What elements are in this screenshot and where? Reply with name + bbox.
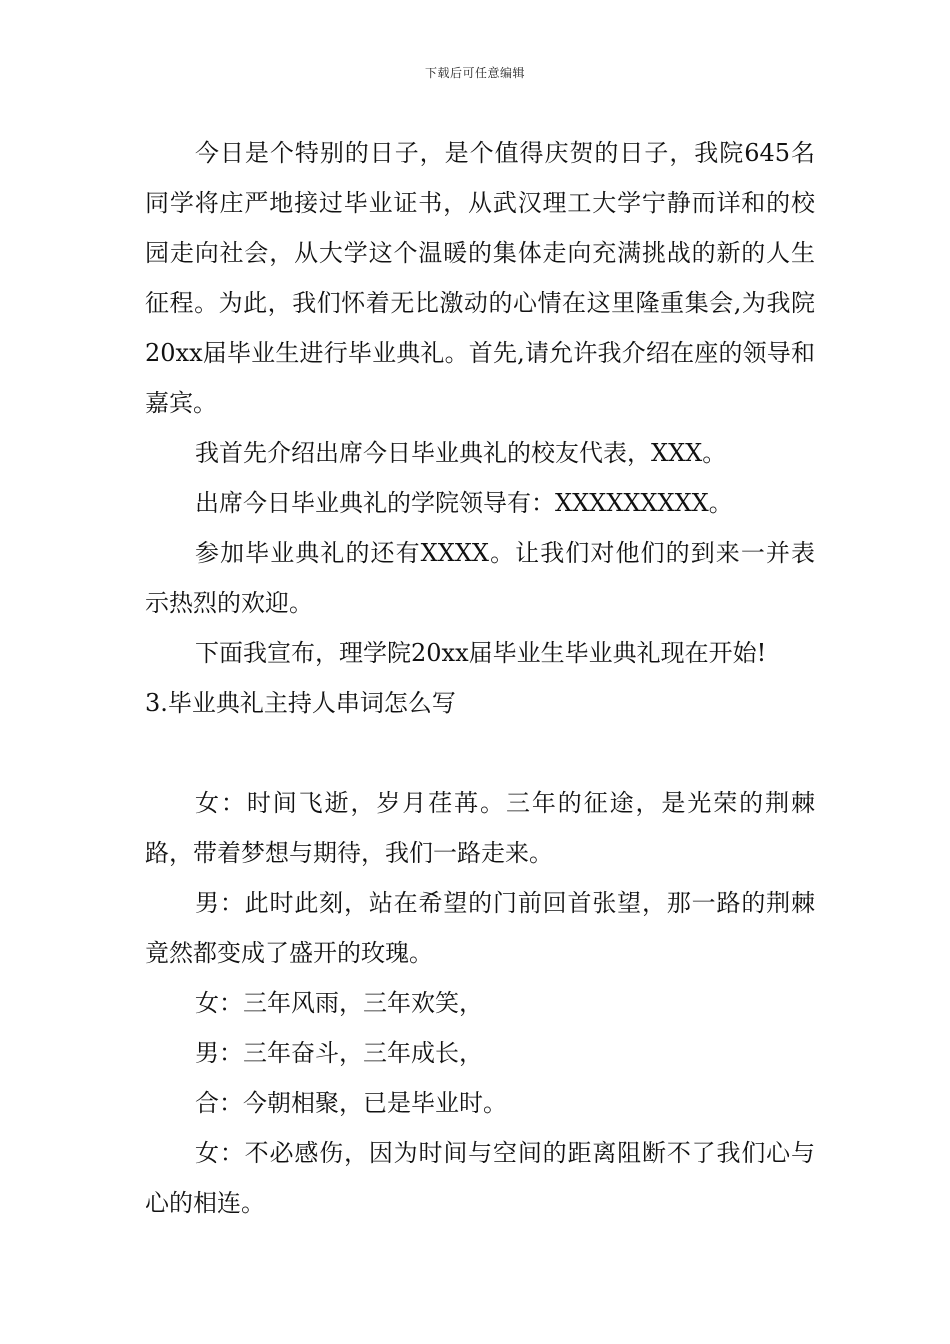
section-spacer	[145, 728, 815, 778]
dialogue-line: 合：今朝相聚，已是毕业时。	[195, 1089, 507, 1117]
section-heading: 3.毕业典礼主持人串词怎么写	[145, 689, 456, 717]
paragraph-announcement: 下面我宣布，理学院20xx届毕业生毕业典礼现在开始!	[195, 639, 767, 667]
paragraph-leaders: 出席今日毕业典礼的学院领导有：XXXXXXXXX。	[195, 489, 733, 517]
document-body	[145, 128, 815, 1228]
page-header: 下载后可任意编辑	[424, 66, 525, 80]
dialogue-line: 女：不必感伤，因为时间与空间的距离阻断不了我们心与心的相连。	[145, 1139, 815, 1217]
paragraph-alumni: 我首先介绍出席今日毕业典礼的校友代表，XXX。	[195, 439, 727, 467]
dialogue-line: 男：三年奋斗，三年成长，	[195, 1039, 483, 1067]
dialogue-line: 男：此时此刻，站在希望的门前回首张望，那一路的荆棘竟然都变成了盛开的玫瑰。	[145, 889, 815, 967]
dialogue-line: 女：三年风雨，三年欢笑，	[195, 989, 483, 1017]
dialogue-line: 女：时间飞逝，岁月荏苒。三年的征途，是光荣的荆棘路，带着梦想与期待，我们一路走来。	[145, 789, 815, 867]
paragraph-opening: 今日是个特别的日子，是个值得庆贺的日子，我院645名同学将庄严地接过毕业证书，从武汉理工大学宁静而详和的校园走向社会，从大学这个温暖的集体走向充满挑战的新的人生征程。为此，我们怀着无比激动的心情在这里隆重集会,为我院20xx届毕业生进行毕业典礼。首先,请允许我介绍在座的领导和嘉宾。	[145, 139, 815, 417]
paragraph-guests: 参加毕业典礼的还有XXXX。让我们对他们的到来一并表示热烈的欢迎。	[145, 539, 815, 617]
